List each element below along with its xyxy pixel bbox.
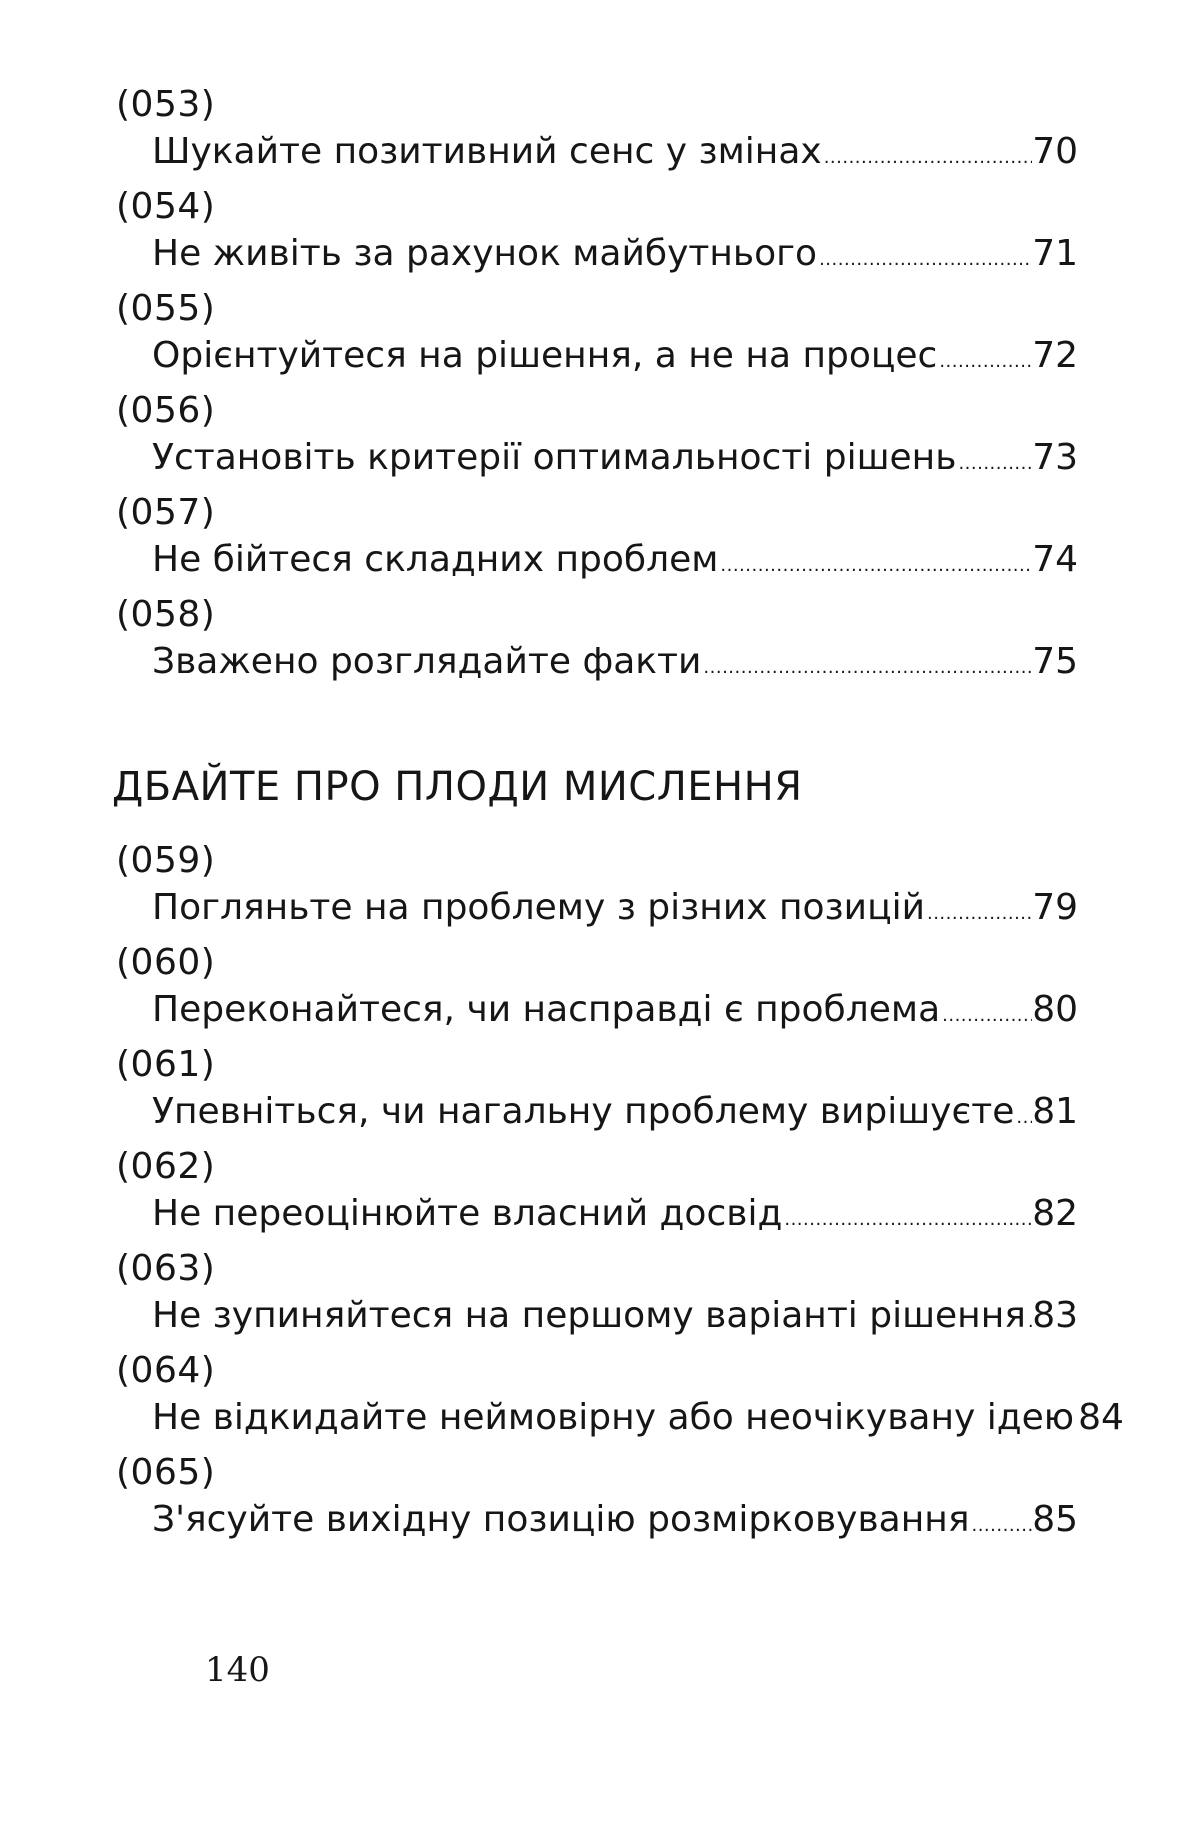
entry-number: (056) <box>116 390 216 431</box>
entry-number: (062) <box>116 1146 216 1187</box>
dot-leader <box>925 890 1032 938</box>
entry-title: Зважено розглядайте факти <box>152 641 702 682</box>
toc-entry <box>108 184 1078 286</box>
dot-leader <box>701 644 1032 692</box>
entry-title: Не бійтеся складних проблем <box>152 539 719 580</box>
entry-page: 81 <box>1032 1091 1078 1132</box>
dot-leader <box>782 1196 1032 1244</box>
toc-entry <box>108 940 1078 1042</box>
entry-page: 80 <box>1032 989 1078 1030</box>
entry-number: (053) <box>116 84 216 125</box>
entry-number: (060) <box>116 942 216 983</box>
entry-line <box>152 332 1078 380</box>
entry-number: (063) <box>116 1248 216 1289</box>
dot-leader <box>718 542 1032 590</box>
entry-title: Не живіть за рахунок майбутнього <box>152 233 818 274</box>
entry-title: Установіть критерії оптимальності рішень <box>152 437 957 478</box>
entry-number: (054) <box>116 186 216 227</box>
entry-line <box>152 884 1078 932</box>
page-number: 140 <box>205 1650 270 1690</box>
toc-entry <box>108 592 1078 694</box>
toc-entry <box>108 286 1078 388</box>
toc-group-2 <box>108 838 1124 1552</box>
dot-leader <box>817 236 1032 284</box>
toc-entry <box>108 838 1078 940</box>
toc-entry <box>108 388 1078 490</box>
entry-title: Орієнтуйтеся на рішення, а не на процес <box>152 335 938 376</box>
dot-leader <box>1014 1094 1032 1142</box>
toc-entry <box>108 82 1078 184</box>
entry-line <box>152 986 1078 1034</box>
section-heading: ДБАЙТЕ ПРО ПЛОДИ МИСЛЕННЯ <box>112 764 803 810</box>
entry-number: (058) <box>116 594 216 635</box>
entry-page: 84 <box>1078 1397 1124 1438</box>
toc-entry <box>108 1144 1078 1246</box>
toc-entry <box>108 1246 1078 1348</box>
dot-leader <box>956 440 1032 488</box>
entry-title: З'ясуйте вихідну позицію розмірковування <box>152 1499 970 1540</box>
entry-number: (065) <box>116 1452 216 1493</box>
entry-line <box>152 1190 1078 1238</box>
toc-entry <box>108 1450 1078 1552</box>
entry-title: Шукайте позитивний сенс у змінах <box>152 131 822 172</box>
entry-page: 74 <box>1032 539 1078 580</box>
entry-number: (055) <box>116 288 216 329</box>
entry-number: (059) <box>116 840 216 881</box>
entry-page: 71 <box>1032 233 1078 274</box>
entry-page: 72 <box>1032 335 1078 376</box>
dot-leader <box>969 1502 1032 1550</box>
entry-page: 83 <box>1032 1295 1078 1336</box>
entry-page: 85 <box>1032 1499 1078 1540</box>
entry-page: 73 <box>1032 437 1078 478</box>
entry-line <box>152 128 1078 176</box>
entry-line <box>152 1496 1078 1544</box>
entry-line <box>152 434 1078 482</box>
toc-entry <box>108 490 1078 592</box>
entry-page: 79 <box>1032 887 1078 928</box>
entry-number: (064) <box>116 1350 216 1391</box>
toc-group-1 <box>108 82 1078 694</box>
toc-entry <box>108 1348 1124 1450</box>
entry-title: Погляньте на проблему з різних позицій <box>152 887 925 928</box>
toc-entry <box>108 1042 1078 1144</box>
entry-page: 82 <box>1032 1193 1078 1234</box>
entry-page: 75 <box>1032 641 1078 682</box>
entry-line <box>152 1088 1078 1136</box>
entry-number: (057) <box>116 492 216 533</box>
dot-leader <box>937 338 1032 386</box>
entry-title: Не переоцінюйте власний досвід <box>152 1193 783 1234</box>
entry-line <box>152 638 1078 686</box>
entry-line <box>152 1292 1078 1340</box>
entry-page: 70 <box>1032 131 1078 172</box>
entry-title: Упевніться, чи нагальну проблему вирішуєте <box>152 1091 1015 1132</box>
entry-line <box>152 536 1078 584</box>
entry-title: Не зупиняйтеся на першому варіанті рішення <box>152 1295 1026 1336</box>
dot-leader <box>940 992 1032 1040</box>
dot-leader <box>822 134 1032 182</box>
entry-line <box>152 1394 1124 1442</box>
entry-title: Не відкидайте неймовірну або неочікувану ідею <box>152 1397 1075 1438</box>
entry-number: (061) <box>116 1044 216 1085</box>
entry-title: Переконайтеся, чи насправді є проблема <box>152 989 941 1030</box>
entry-line <box>152 230 1078 278</box>
